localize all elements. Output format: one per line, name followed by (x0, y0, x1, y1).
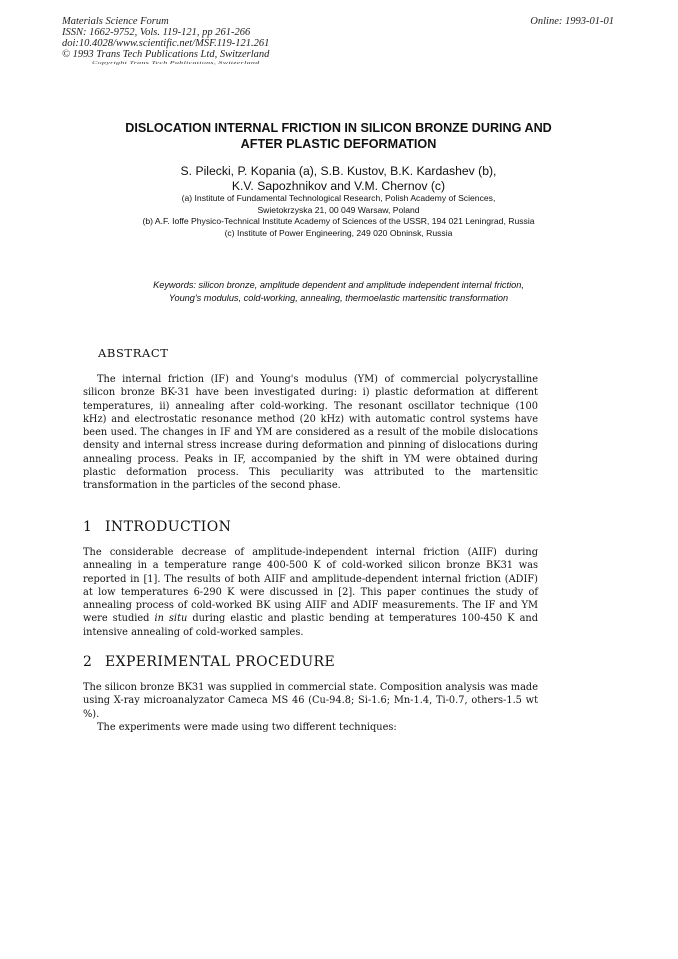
section-heading-experimental (83, 654, 335, 670)
section-title: EXPERIMENTAL PROCEDURE (105, 654, 336, 670)
abstract-body (83, 373, 538, 493)
title-line-1: DISLOCATION INTERNAL FRICTION IN SILICON BRONZE DURING AND (125, 121, 552, 135)
experimental-paragraph-2: The experiments were made using two different techniques: (97, 721, 397, 733)
authors-line-2: K.V. Sapozhnikov and V.M. Chernov (c) (231, 178, 446, 193)
keywords-line-2: Young's modulus, cold-working, annealing, thermoelastic martensitic transformation (168, 292, 509, 303)
author-list (62, 164, 615, 193)
copyright-line: © 1993 Trans Tech Publications Ltd, Switzerland (62, 49, 270, 60)
section-heading-introduction (83, 519, 231, 535)
affiliations (62, 193, 615, 239)
abstract-heading: ABSTRACT (98, 346, 169, 360)
keywords-line-1: Keywords: silicon bronze, amplitude dependent and amplitude independent internal friction, (153, 280, 524, 290)
doi-link[interactable]: doi:10.4028/www.scientific.net/MSF.119-121.261 (62, 38, 270, 49)
paper-title (62, 120, 615, 152)
section-number: 2 (83, 654, 93, 670)
faded-copyright-stamp: Copyright Trans Tech Publications, Switzerland (92, 61, 260, 66)
issn-line: ISSN: 1662-9752, Vols. 119-121, pp 261-266 (62, 27, 251, 38)
section-title: INTRODUCTION (105, 519, 232, 535)
online-date: Online: 1993-01-01 (530, 16, 614, 27)
affiliation-a-line-1: (a) Institute of Fundamental Technological Research, Polish Academy of Sciences, (181, 193, 496, 203)
experimental-paragraph-1: The silicon bronze BK31 was supplied in commercial state. Composition analysis was made using X-ray microanalyzator Cameca MS 46 (Cu-94.8; Si-1.6; Mn-1.4, Ti-0.7, others-1.5 wt %). (83, 682, 538, 720)
affiliation-c: (c) Institute of Power Engineering, 249 020 Obninsk, Russia (224, 227, 453, 238)
journal-name: Materials Science Forum (62, 16, 169, 27)
journal-header (62, 16, 269, 60)
affiliation-b: (b) A.F. Ioffe Physico-Technical Institute Academy of Sciences of the USSR, 194 021 Leningrad, Russia (142, 216, 535, 226)
introduction-body (83, 546, 538, 639)
intro-text-a: The considerable decrease of amplitude-independent internal friction (AIIF) during annealing in a temperature range 400-500 K of cold-worked silicon bronze BK31 was reported in [1]. The results of both AIIF and amplitude-dependent internal friction (ADIF) at low temperatures 6-290 K were discussed in [2]. This paper continues the study of annealing process of cold-worked BK using AIIF and ADIF measurements. The IF and YM were studied (83, 547, 538, 625)
intro-text-emphasis: in situ (154, 613, 188, 625)
keywords (62, 279, 615, 304)
section-number: 1 (83, 519, 93, 535)
abstract-paragraph: The internal friction (IF) and Young's modulus (YM) of commercial polycrystalline silicon bronze BK-31 have been investigated during: i) plastic deformation at different temperatures, ii) annealing after cold-working. The resonant oscillator technique (100 kHz) and electrostatic resonance method (20 kHz) with automatic control systems have been used. The changes in IF and YM are considered as a result of the mobile dislocations density and internal stress increase during deformation and pinning of dislocations during annealing process. Peaks in IF, accompanied by the shift in YM were obtained during plastic deformation process. This peculiarity was attributed to the martensitic transformation in the particles of the second phase. (83, 374, 538, 492)
experimental-body (83, 681, 538, 734)
introduction-paragraph (83, 546, 538, 639)
affiliation-a-line-2: Swietokrzyska 21, 00 049 Warsaw, Poland (257, 204, 420, 215)
intro-text-b: during elastic and plastic bending at temperatures 100-450 K and intensive annealing of cold-worked samples. (83, 613, 539, 638)
authors-line-1: S. Pilecki, P. Kopania (a), S.B. Kustov, B.K. Kardashev (b), (180, 164, 497, 178)
title-line-2: AFTER PLASTIC DEFORMATION (240, 137, 437, 151)
